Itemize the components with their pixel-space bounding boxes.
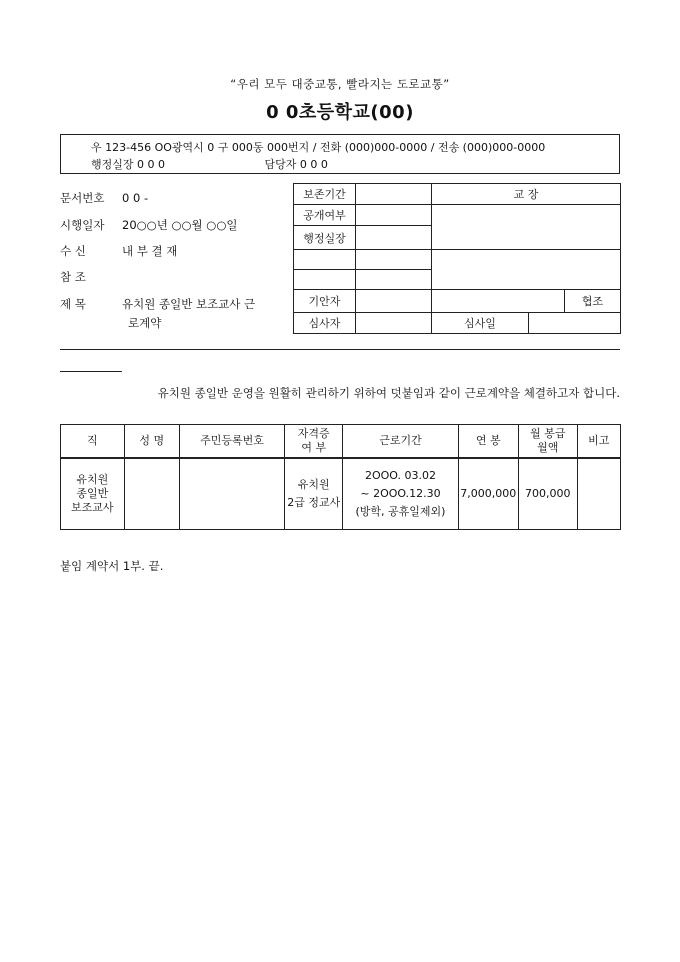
cell-period: 2OOO. 03.02 ~ 2OOO.12.30 (방학, 공휴일제외) [343, 458, 458, 530]
disclosure-label: 공개여부 [294, 205, 356, 226]
blank-label-2 [294, 270, 356, 290]
date-value: 20○○년 ○○월 ○○일 [122, 218, 238, 232]
subject-label: 제 목 [60, 297, 86, 311]
review-date-label: 심사일 [432, 313, 529, 334]
header-qualification: 자격증 여 부 [284, 425, 343, 458]
reviewer-label: 심사자 [294, 313, 356, 334]
retention-label: 보존기간 [294, 184, 356, 205]
doc-number-label: 문서번호 [60, 191, 105, 205]
person-in-charge: 담당자 0 0 0 [264, 158, 328, 171]
blank-value-1 [356, 250, 432, 270]
cell-name [124, 458, 179, 530]
blank-value-2 [356, 270, 432, 290]
address-line: 우 123-456 OO광역시 0 구 000동 000번지 / 전화 (000)000-0000 / 전송 (000)000-0000 [91, 141, 546, 154]
drafter-blank [432, 290, 565, 313]
reviewer-sign [356, 313, 432, 334]
cell-monthly-salary: 700,000 [519, 458, 578, 530]
recipient-value: 내 부 결 재 [122, 244, 178, 258]
recipient-label: 수 신 [60, 244, 86, 258]
body-paragraph: 유치원 종일반 운영을 원활히 관리하기 위하여 덧붙임과 같이 근로계약을 체결하고자 합니다. [157, 386, 620, 400]
contract-table [60, 424, 621, 530]
header-annual-salary: 연 봉 [458, 425, 519, 458]
doc-number-row [60, 190, 148, 206]
header-position: 직 [61, 425, 125, 458]
cell-annual-salary: 7,000,000 [458, 458, 519, 530]
reference-label: 참 조 [60, 270, 86, 284]
cell-resident-no [180, 458, 285, 530]
reference-row [60, 269, 122, 285]
contact-line [91, 156, 328, 172]
principal-label: 교 장 [432, 184, 621, 205]
header-name: 성 명 [124, 425, 179, 458]
cell-position: 유치원 종일반 보조교사 [61, 458, 125, 530]
date-row [60, 217, 237, 233]
approval-table [293, 183, 621, 334]
address-box [60, 134, 620, 174]
recipient-row [60, 243, 177, 259]
retention-value [356, 184, 432, 205]
subject-row [60, 296, 255, 312]
date-label: 시행일자 [60, 218, 105, 232]
attachment-note: 붙임 계약서 1부. 끝. [60, 559, 164, 573]
admin-chief-sign [356, 226, 432, 250]
header-monthly-salary: 월 봉급 월액 [519, 425, 578, 458]
separator-line [60, 349, 620, 350]
review-date-value [529, 313, 621, 334]
separator-line-short [60, 371, 122, 372]
table-row [61, 458, 621, 530]
doc-number-value: 0 0 - [122, 191, 149, 205]
cell-note [577, 458, 620, 530]
header-note: 비고 [577, 425, 620, 458]
admin-chief: 행정실장 0 0 0 [91, 158, 165, 171]
header-period: 근로기간 [343, 425, 458, 458]
drafter-sign [356, 290, 432, 313]
admin-chief-label: 행정실장 [294, 226, 356, 250]
subject-value-cont: 로계약 [128, 316, 162, 330]
cooperation-area [432, 250, 621, 290]
slogan: “우리 모두 대중교통, 빨라지는 도로교통” [230, 77, 450, 91]
header-resident-no: 주민등록번호 [180, 425, 285, 458]
disclosure-value [356, 205, 432, 226]
subject-value: 유치원 종일반 보조교사 근 [122, 297, 256, 311]
cooperation-label: 협조 [565, 290, 621, 313]
cell-qualification: 유치원 2급 정교사 [284, 458, 343, 530]
drafter-label: 기안자 [294, 290, 356, 313]
principal-sign-box [432, 205, 621, 250]
document-title: 0 0초등학교(00) [266, 102, 414, 123]
blank-label-1 [294, 250, 356, 270]
